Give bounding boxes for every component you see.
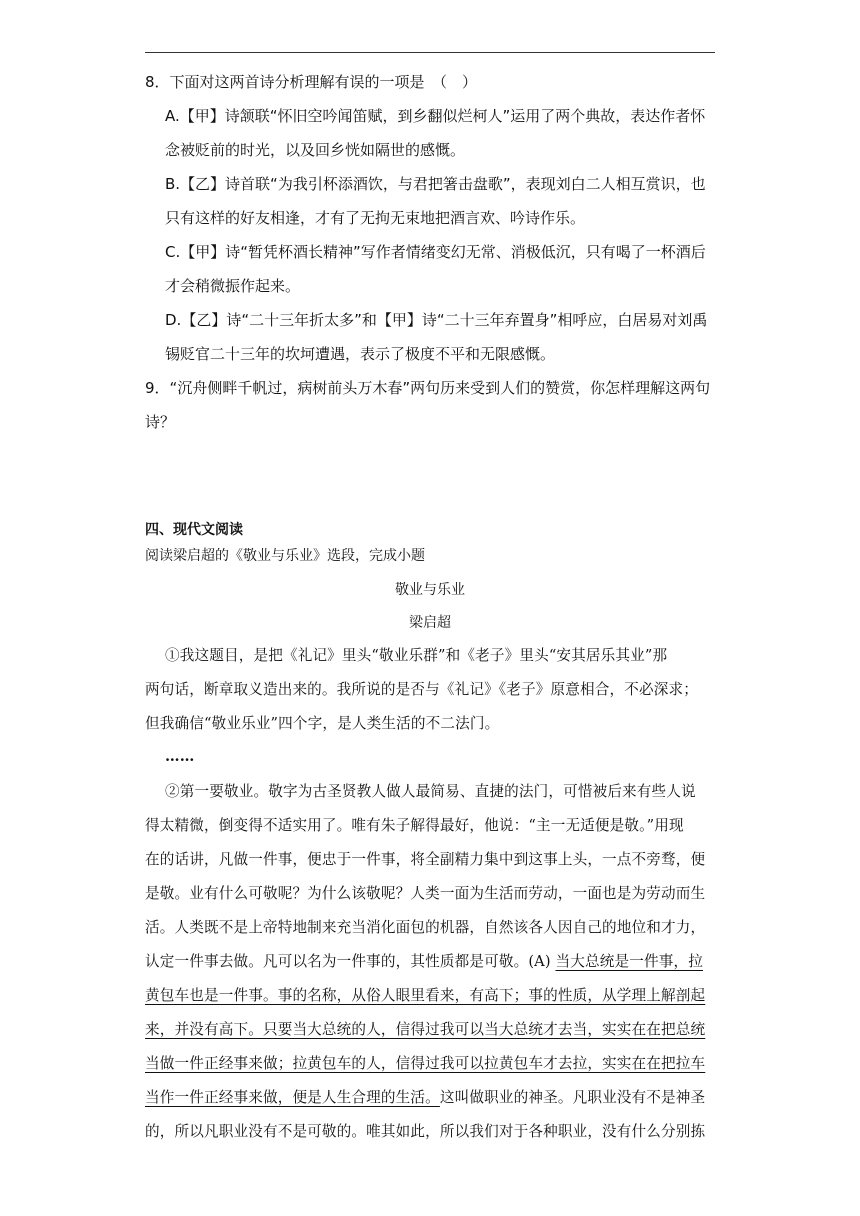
p2-line11: 的，所以凡职业没有不是可敬的。唯其如此，所以我们对于各种职业，没有什么分别拣 <box>145 1123 706 1140</box>
q8-option-d-line2: 锡贬官二十三年的坎坷遭遇，表示了极度不平和无限感慨。 <box>165 345 556 363</box>
q9-line2: 诗？ <box>145 413 176 431</box>
underlined-passage-line3: 当做一件正经事来做；拉黄包车的人，信得过我可以拉黄包车才去拉，实实在在把拉车 <box>145 1055 706 1072</box>
p2-line6 <box>145 952 725 972</box>
underlined-passage-a-start: 当大总统是一件事，拉 <box>555 953 703 970</box>
p2-line3: 在的话讲，凡做一件事，便忠于一件事，将全副精力集中到这事上头，一点不旁骛，便 <box>145 851 706 868</box>
section-title: 四、现代文阅读 <box>145 522 243 538</box>
p2-line6-text: 认定一件事去做。凡可以名为一件事的，其性质都是可敬。(A) <box>145 953 556 970</box>
q8-option-b-line2: 只有这样的好友相逢，才有了无拘无束地把酒言欢、吟诗作乐。 <box>165 209 586 227</box>
p1-line1: ①我这题目，是把《礼记》里头“敬业乐群”和《老子》里头“安其居乐其业”那 <box>165 647 668 664</box>
q8-option-a-line2: 念被贬前的时光，以及回乡恍如隔世的感慨。 <box>165 141 466 159</box>
underlined-passage-line2: 来，并没有高下。只要当大总统的人，信得过我可以当大总统才去当，实实在在把总统 <box>145 1021 706 1038</box>
p2-line10-text: 这叫做职业的神圣。凡职业没有不是神圣 <box>439 1089 706 1106</box>
underlined-passage-line1: 黄包车也是一件事。事的名称，从俗人眼里看来，有高下；事的性质，从学理上解剖起 <box>145 987 706 1004</box>
q8-option-c-line1: C.【甲】诗“暂凭杯酒长精神”写作者情绪变幻无常、消极低沉，只有喝了一杯酒后 <box>165 243 706 261</box>
article-title: 敬业与乐业 <box>395 582 465 598</box>
q9-line1: 9．“沉舟侧畔千帆过，病树前头万木春”两句历来受到人们的赞赏，你怎样理解这两句 <box>145 379 711 397</box>
section-instruction: 阅读梁启超的《敬业与乐业》选段，完成小题 <box>145 548 425 564</box>
p2-line10 <box>145 1088 725 1108</box>
article-author: 梁启超 <box>409 615 451 631</box>
q8-option-a-line1: A.【甲】诗颔联“怀旧空吟闻笛赋，到乡翻似烂柯人”运用了两个典故，表达作者怀 <box>165 107 706 125</box>
underlined-passage-end: 当作一件正经事来做，便是人生合理的生活。 <box>145 1089 440 1106</box>
p2-line4: 是敬。业有什么可敬呢？为什么该敬呢？人类一面为生活而劳动，一面也是为劳动而生 <box>145 885 706 902</box>
p2-line1: ②第一要敬业。敬字为古圣贤教人做人最简易、直捷的法门，可惜被后来有些人说 <box>165 783 696 800</box>
q8-stem: 8．下面对这两首诗分析理解有误的一项是 （ ） <box>145 73 478 91</box>
q8-option-c-line2: 才会稍微振作起来。 <box>165 277 301 295</box>
q8-option-b-line1: B.【乙】诗首联“为我引杯添酒饮，与君把箸击盘歌”，表现刘白二人相互赏识，也 <box>165 175 706 193</box>
top-rule <box>145 52 715 53</box>
p1-line3: 但我确信“敬业乐业”四个字，是人类生活的不二法门。 <box>145 715 500 732</box>
ellipsis: …… <box>165 748 195 765</box>
p1-line2: 两句话，断章取义造出来的。我所说的是否与《礼记》《老子》原意相合，不必深求； <box>145 681 698 698</box>
p2-line2: 得太精微，倒变得不适实用了。唯有朱子解得最好，他说：“主一无适便是敬。”用现 <box>145 817 684 834</box>
q8-option-d-line1: D.【乙】诗“二十三年折太多”和【甲】诗“二十三年弃置身”相呼应，白居易对刘禹 <box>165 311 708 329</box>
p2-line5: 活。人类既不是上帝特地制来充当消化面包的机器，自然该各人因自己的地位和才力， <box>145 919 706 936</box>
